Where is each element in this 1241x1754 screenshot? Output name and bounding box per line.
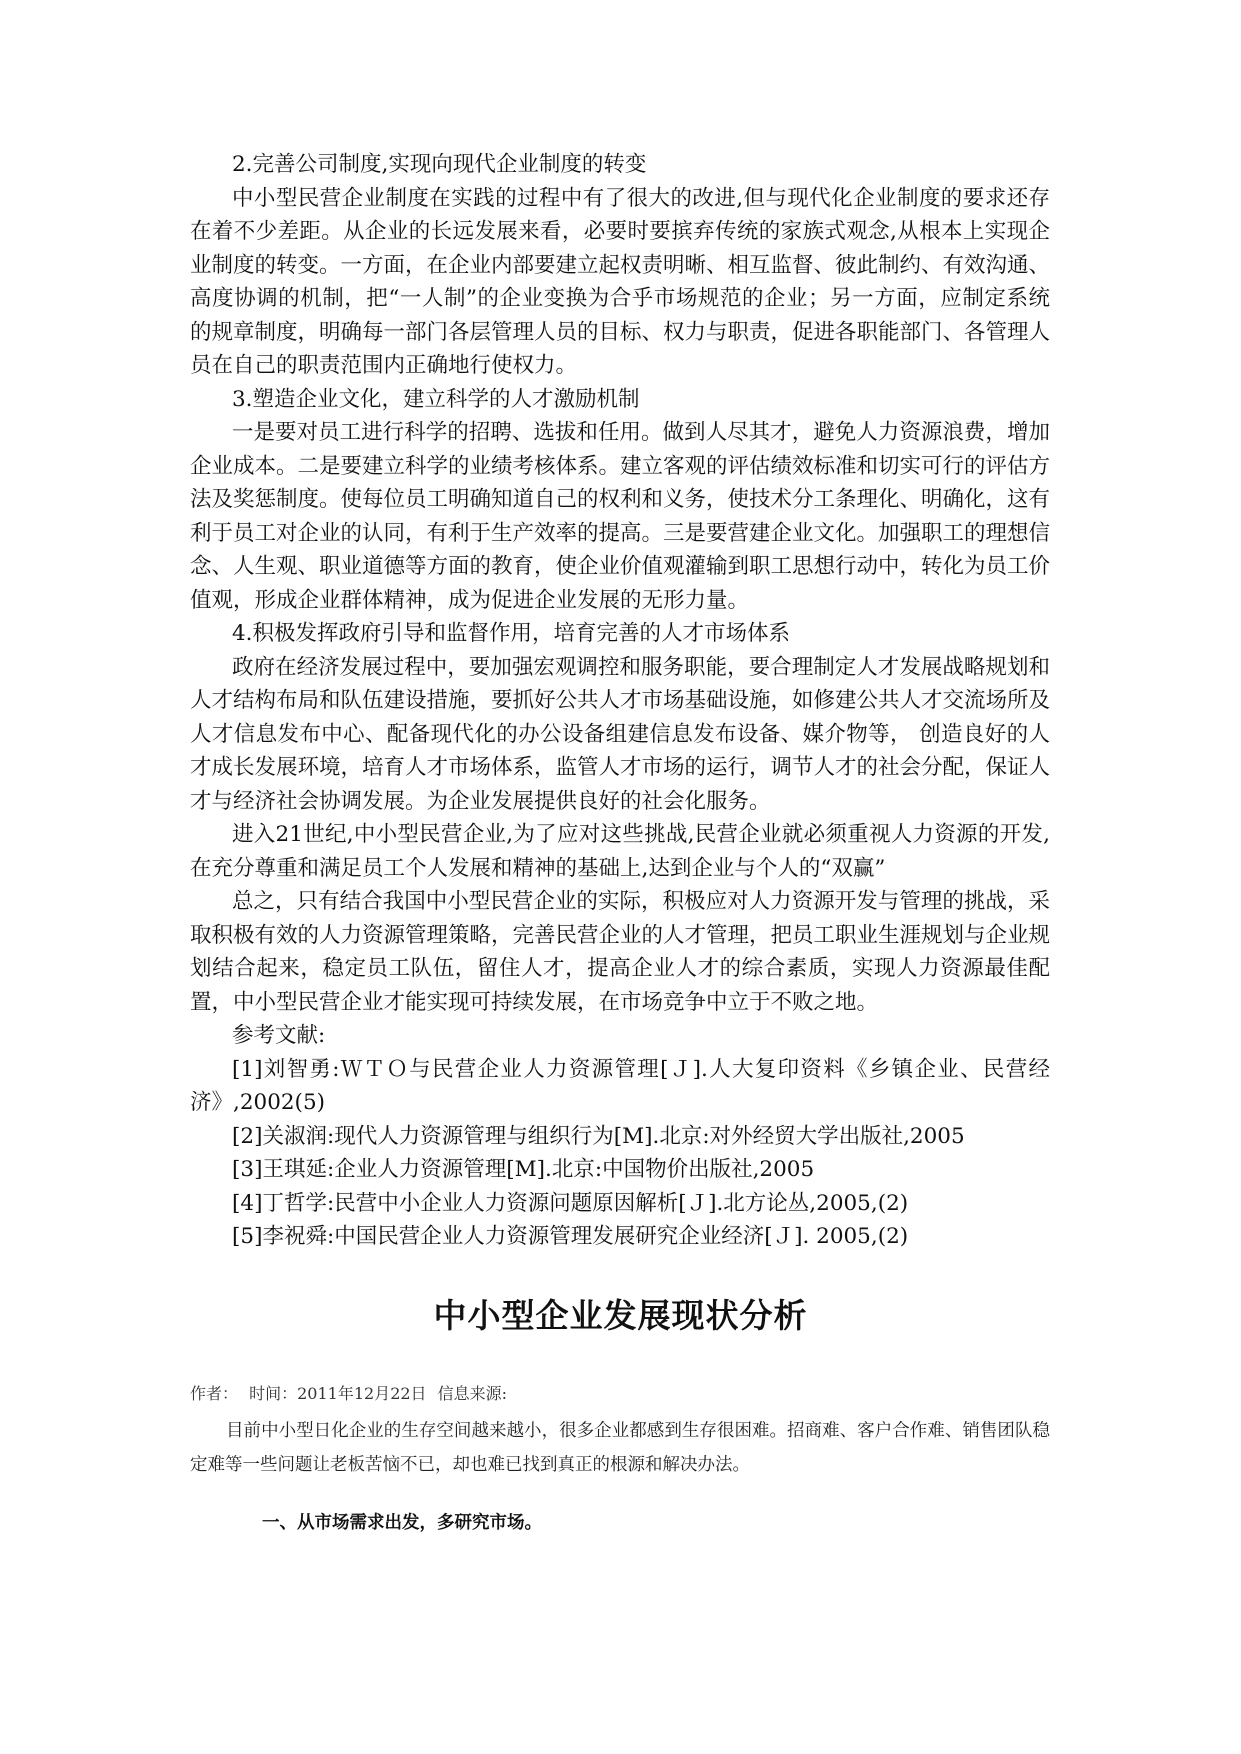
- article-intro: 目前中小型日化企业的生存空间越来越小，很多企业都感到生存很困难。招商难、客户合作难、销售团队稳定难等一些问题让老板苦恼不已，却也难已找到真正的根源和解决办法。: [190, 1421, 1050, 1475]
- section-4-body: 政府在经济发展过程中，要加强宏观调控和服务职能，要合理制定人才发展战略规划和人才结构布局和队伍建设措施，要抓好公共人才市场基础设施，如修建公共人才交流场所及人才信息发布中心、配备现代化的办公设备组建信息发布设备、媒介物等， 创造良好的人才成长发展环境，培育人才市场体系，监管人才市场的运行，调节人才的社会分配，保证人才与经济社会协调发展。为企业发展提供良好的社会化服务。: [190, 654, 1051, 814]
- reference-item: [1]刘智勇:ＷＴＯ与民营企业人力资源管理[Ｊ].人大复印资料《乡镇企业、民营经济》,2002(5): [190, 1056, 1050, 1115]
- main-body: [190, 148, 1050, 1254]
- closing-paragraph-1: 进入21世纪,中小型民营企业,为了应对这些挑战,民营企业就必须重视人力资源的开发,在充分尊重和满足员工个人发展和精神的基础上,达到企业与个人的“双赢”: [190, 822, 1050, 881]
- article-meta: [190, 1382, 513, 1406]
- article-title: 中小型企业发展现状分析: [433, 1296, 808, 1335]
- section-2-body: 中小型民营企业制度在实践的过程中有了很大的改进,但与现代化企业制度的要求还存在着不少差距。从企业的长远发展来看，必要时要摈弃传统的家族式观念,从根本上实现企业制度的转变。一方面，在企业内部要建立起权责明晰、相互监督、彼此制约、有效沟通、高度协调的机制，把“一人制”的企业变换为合乎市场规范的企业；另一方面，应制定系统的规章制度，明确每一部门各层管理人员的目标、权力与职责，促进各职能部门、各管理人员在自己的职责范围内正确地行使权力。: [190, 185, 1051, 378]
- reference-item: [2]关淑润:现代人力资源管理与组织行为[M].北京:对外经贸大学出版社,2005: [232, 1123, 965, 1149]
- section-4-heading: 4.积极发挥政府引导和监督作用，培育完善的人才市场体系: [232, 621, 791, 646]
- meta-time: 时间：2011年12月22日: [249, 1384, 427, 1403]
- references-heading: 参考文献:: [232, 1023, 326, 1048]
- section-3-body: 一是要对员工进行科学的招聘、选拔和任用。做到人尽其才，避免人力资源浪费，增加企业成本。二是要建立科学的业绩考核体系。建立客观的评估绩效标准和切实可行的评估方法及奖惩制度。使每位员工明确知道自己的权利和义务，使技术分工条理化、明确化，这有利于员工对企业的认同，有利于生产效率的提高。三是要营建企业文化。加强职工的理想信念、人生观、职业道德等方面的教育，使企业价值观灌输到职工思想行动中，转化为员工价值观，形成企业群体精神，成为促进企业发展的无形力量。: [190, 420, 1051, 613]
- reference-item: [3]王琪延:企业人力资源管理[M].北京:中国物价出版社,2005: [232, 1157, 815, 1182]
- meta-source: 信息来源:: [437, 1384, 508, 1403]
- reference-item: [4]丁哲学:民营中小企业人力资源问题原因解析[Ｊ].北方论丛,2005,(2): [232, 1190, 909, 1216]
- closing-paragraph-2: 总之，只有结合我国中小型民营企业的实际，积极应对人力资源开发与管理的挑战，采取积极有效的人力资源管理策略，完善民营企业的人才管理，把员工职业生涯规划与企业规划结合起来，稳定员工队伍，留住人才，提高企业人才的综合素质，实现人力资源最佳配置，中小型民营企业才能实现可持续发展，在市场竞争中立于不败之地。: [190, 889, 1051, 1015]
- article-subheading: 一、从市场需求出发，多研究市场。: [262, 1513, 542, 1533]
- section-2-heading: 2.完善公司制度,实现向现代企业制度的转变: [232, 152, 647, 177]
- reference-item: [5]李祝舜:中国民营企业人力资源管理发展研究企业经济[Ｊ]. 2005,(2): [232, 1224, 909, 1249]
- meta-author: 作者：: [190, 1384, 239, 1403]
- section-3-heading: 3.塑造企业文化，建立科学的人才激励机制: [232, 386, 640, 412]
